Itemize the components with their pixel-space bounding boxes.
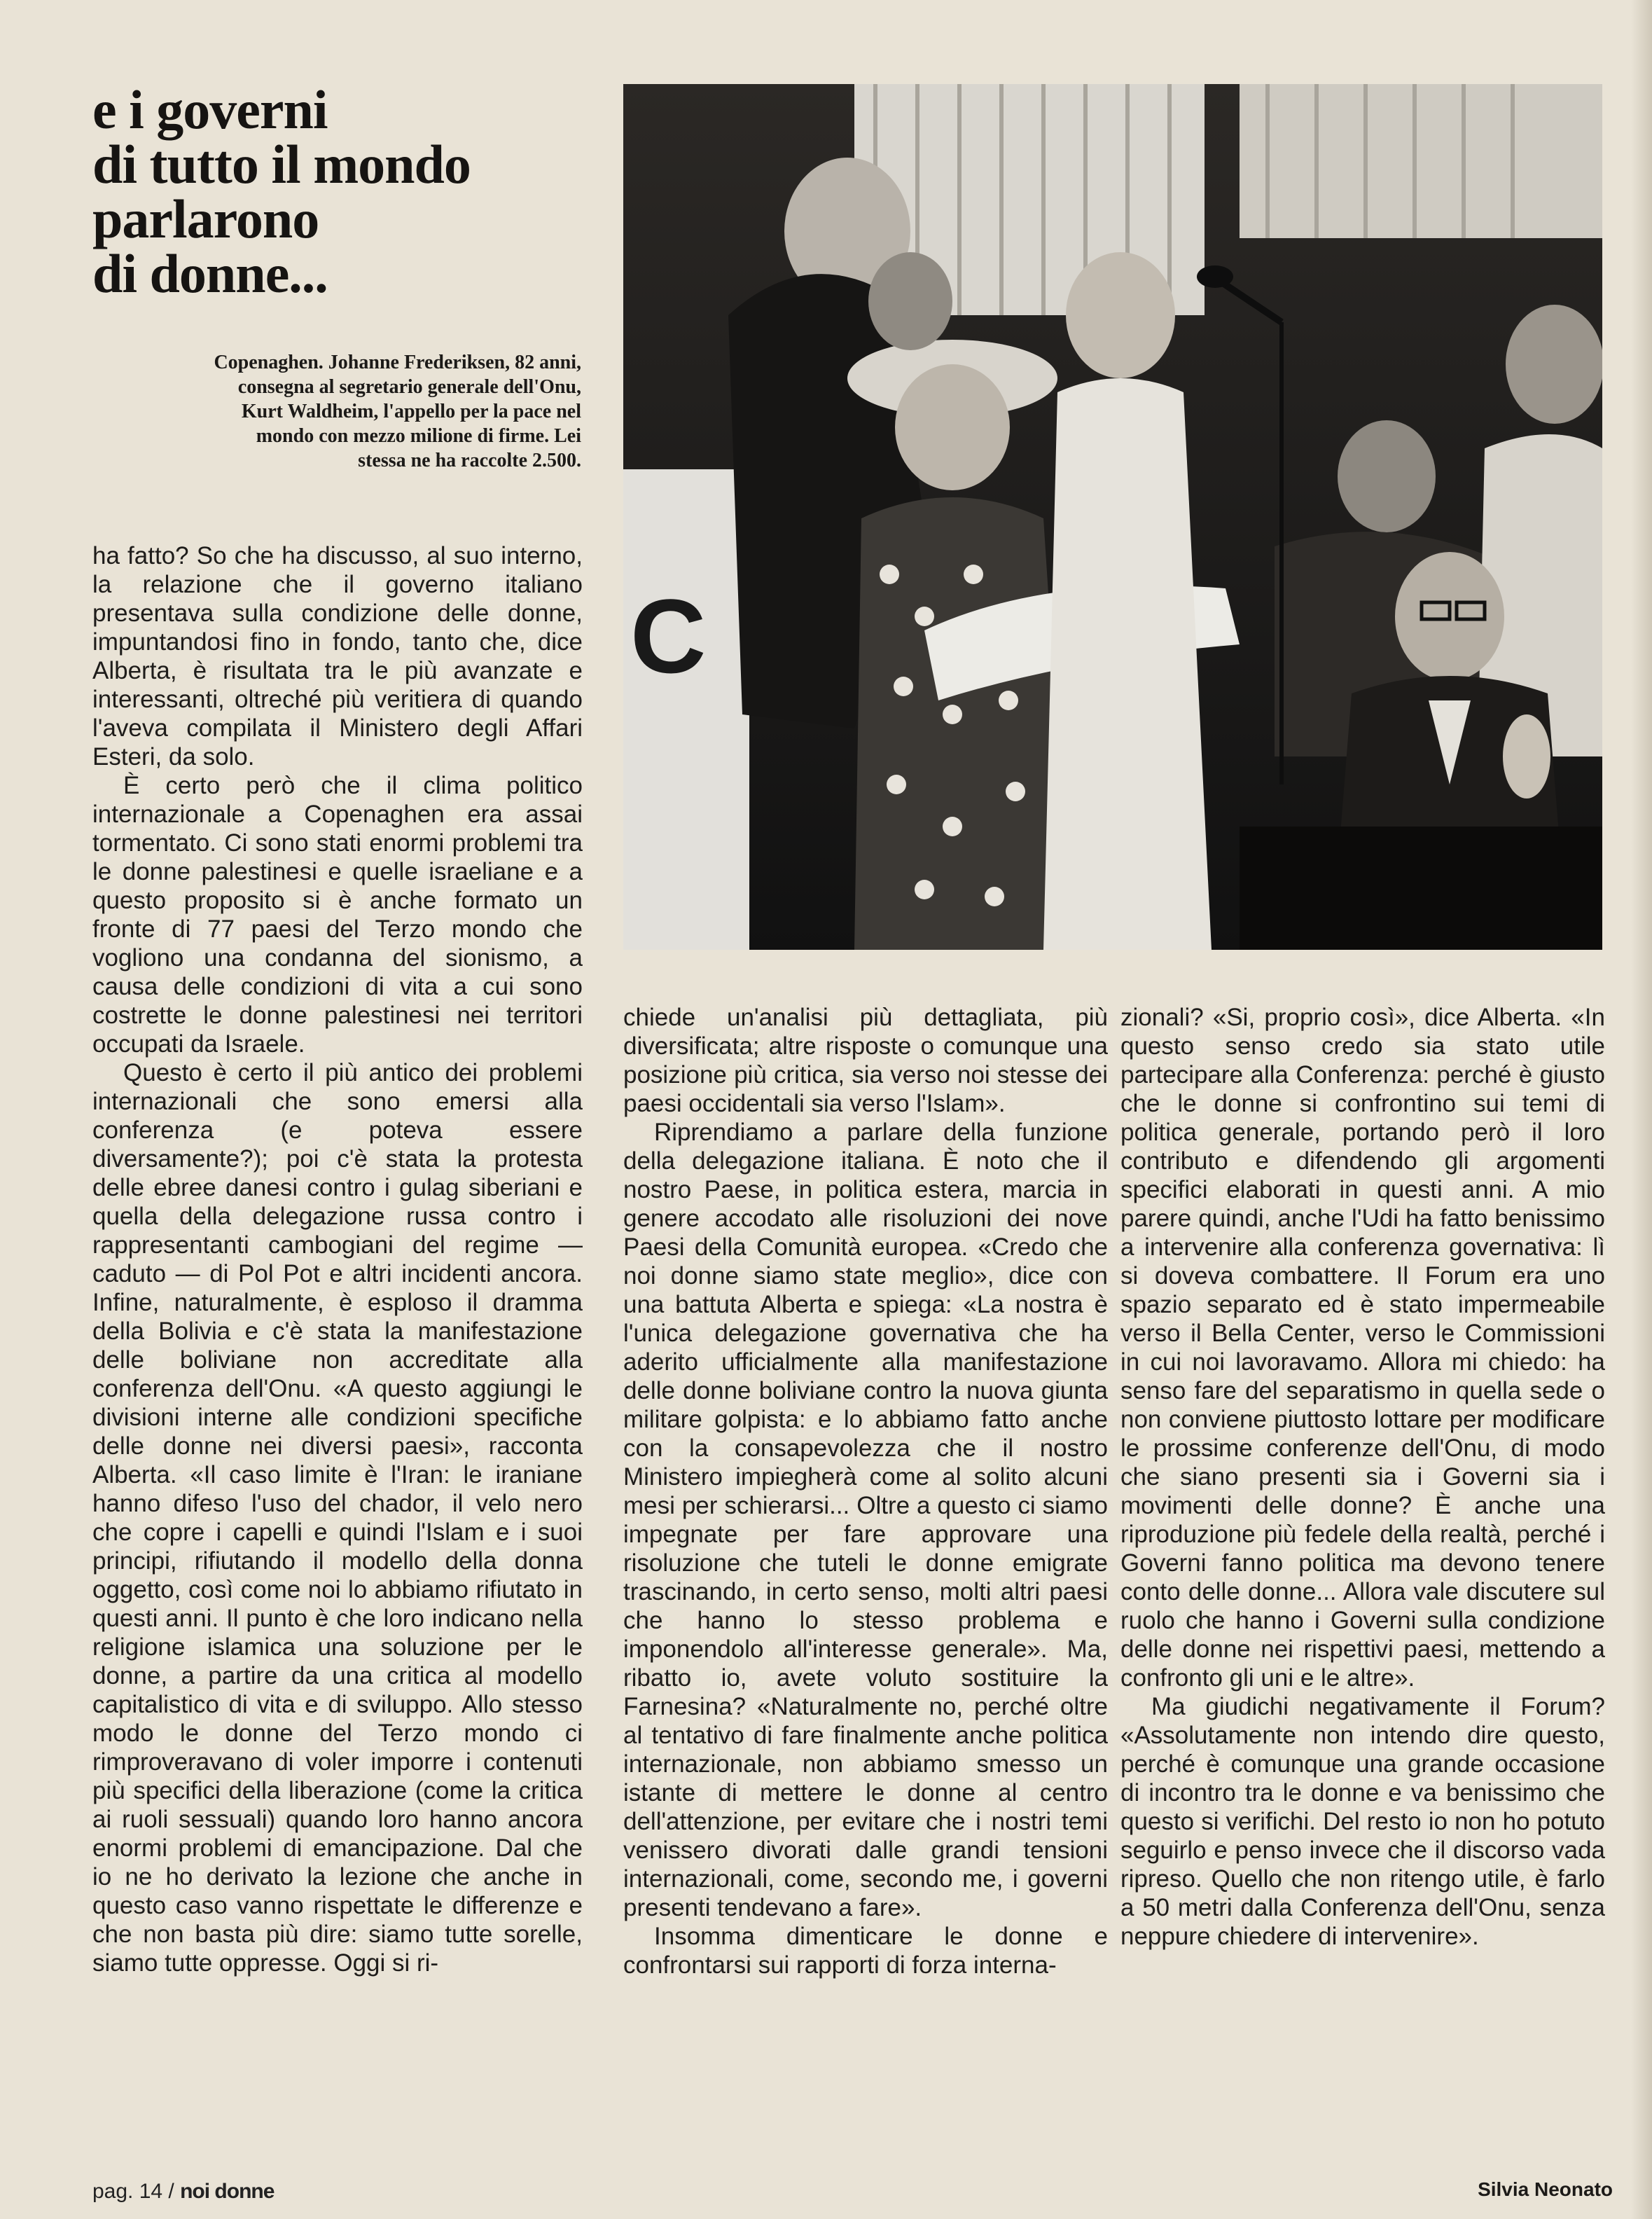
page-edge-shadow: [1631, 0, 1652, 2219]
article-column-1: [92, 541, 583, 1977]
photo-waldheim-frederiksen: [623, 84, 1602, 950]
paragraph: chiede un'analisi più dettagliata, più diversificata; altre risposte o comunque una posizione più critica, sia verso noi stesse dei paesi occidentali sia verso l'Islam».: [623, 1004, 1108, 1117]
article-column-3: [1120, 1003, 1605, 1951]
paragraph: Insomma dimenticare le donne e confrontarsi sui rapporti di forza interna-: [623, 1923, 1108, 1979]
page-number: pag. 14 /: [92, 2180, 174, 2203]
page-footer: [92, 2180, 274, 2204]
headline-line: parlarono: [92, 188, 319, 249]
paragraph: Questo è certo il più antico dei problemi internazionali che sono emersi alla conferenza (e poteva essere diversamente?); poi c'è stata la protesta delle ebree danesi contro i gulag siberiani e quella della delegazione russa contro i rappresentanti cambogiani del regime — caduto — di Pol Pot e altri incidenti ancora. Infine, naturalmente, è esploso il dramma della Bolivia e c'è stata la manifestazione delle boliviane non accreditate alla conferenza dell'Onu. «A questo aggiungi le divisioni interne alle condizioni specifiche delle donne nei diversi paesi», racconta Alberta. «Il caso limite è l'Iran: le iraniane hanno difeso l'uso del chador, il velo nero che copre i capelli e quindi l'Islam e i suoi principi, rifiutando il modello della donna oggetto, così come noi lo abbiamo rifiutato in questi anni. Il punto è che loro indicano nella religione islamica una soluzione per le donne, a partire da una critica al modello capitalistico di vita e di sviluppo. Allo stesso modo le donne del Terzo mondo ci rimproveravano di voler imporre i contenuti più specifici della liberazione (come la critica ai ruoli sessuali) quando loro hanno ancora enormi problemi di emancipazione. Dal che io ne ho derivato la lezione che anche in questo caso vanno rispettate le differenze e che non basta più dire: siamo tutte sorelle, siamo tutte oppresse. Oggi si ri-: [92, 1059, 583, 1977]
svg-text:C: C: [630, 577, 707, 695]
paragraph: È certo però che il clima politico internazionale a Copenaghen era assai tormentato. Ci sono stati enormi problemi tra le donne palestinesi e quelle israeliane e a questo proposito si è anche formato un fronte di 77 paesi del Terzo mondo che vogliono una condanna del sionismo, a causa delle condizioni di vita a cui sono costrette le donne palestinesi nei territori occupati da Israele.: [92, 772, 583, 1058]
headline-line: di tutto il mondo: [92, 134, 471, 195]
headline-line: di donne...: [92, 243, 328, 304]
photo-caption: Copenaghen. Johanne Frederiksen, 82 anni, consegna al segretario generale dell'Onu, Kurt Waldheim, l'appello per la pace nel mondo con mezzo milione di firme. Lei stessa ne ha raccolte 2.500.: [214, 352, 581, 471]
author-signature: Silvia Neonato: [1478, 2178, 1613, 2200]
paragraph: Riprendiamo a parlare della funzione della delegazione italiana. È noto che il nostro Paese, in politica estera, marcia in genere accodato alle risoluzioni dei nove Paesi della Comunità europea. «Credo che noi donne siamo state meglio», dice con una battuta Alberta e spiega: «La nostra è l'unica delegazione governativa che ha aderito ufficialmente alla manifestazione delle donne boliviane contro la nuova giunta militare golpista: e lo abbiamo fatto anche con la consapevolezza che il nostro Ministero impiegherà come al solito alcuni mesi per schierarsi... Oltre a questo ci siamo impegnate per fare approvare una risoluzione che tuteli le donne emigrate trascinando, in certo senso, molti altri paesi che hanno lo stesso problema e imponendolo all'interesse generale». Ma, ribatto io, avete voluto sostituire la Farnesina? «Naturalmente no, perché oltre al tentativo di fare finalmente anche politica internazionale, non abbiamo smesso un istante di mettere le donne al centro dell'attenzione, per evitare che i nostri temi venissero divorati dalle grandi tensioni internazionali, come, secondo me, i governi presenti tendevano a fare».: [623, 1119, 1108, 1921]
magazine-name: noi donne: [180, 2180, 275, 2203]
paragraph: ha fatto? So che ha discusso, al suo interno, la relazione che il governo italiano presentava sulla condizione delle donne, impuntandosi fino in fondo, tanto che, dice Alberta, è risultata tra le più avanzate e interessanti, oltreché più veritiera di quando l'aveva compilata il Ministero degli Affari Esteri, da solo.: [92, 542, 583, 770]
paragraph: Ma giudichi negativamente il Forum? «Assolutamente non intendo dire questo, perché è comunque una grande occasione di incontro tra le donne e va benissimo che questo si verifichi. Del resto io non ho potuto seguirlo e penso invece che il discorso vada ripreso. Quello che non ritengo utile, è farlo a 50 metri dalla Conferenza dell'Onu, senza neppure chiedere di intervenire».: [1120, 1693, 1605, 1950]
headline-line: e i governi: [92, 79, 328, 140]
headline: [92, 79, 583, 304]
article-column-2: [623, 1003, 1108, 1979]
paragraph: zionali? «Si, proprio così», dice Alberta. «In questo senso credo sia stato utile partecipare alla Conferenza: perché è giusto che le donne si confrontino sui temi di politica generale, portando però il loro contributo e difendendo gli argomenti specifici elaborati in questi anni. A mio parere quindi, anche l'Udi ha fatto benissimo a intervenire alla conferenza governativa: lì si doveva combattere. Il Forum era uno spazio separato ed è stato impermeabile verso il Bella Center, verso le Commissioni in cui noi lavoravamo. Allora mi chiedo: ha senso fare del separatismo in quella sede o non conviene piuttosto lottare per modificare le prossime conferenze dell'Onu, di modo che siano presenti sia i Governi sia i movimenti delle donne? È anche una riproduzione più fedele della realtà, perché i Governi fanno politica ma devono tenere conto delle donne... Allora vale discutere sul ruolo che hanno i Governi sulla condizione delle donne nei rispettivi paesi, mettendo a confronto gli uni e le altre».: [1120, 1004, 1605, 1692]
photo-illustration: [623, 84, 1602, 950]
